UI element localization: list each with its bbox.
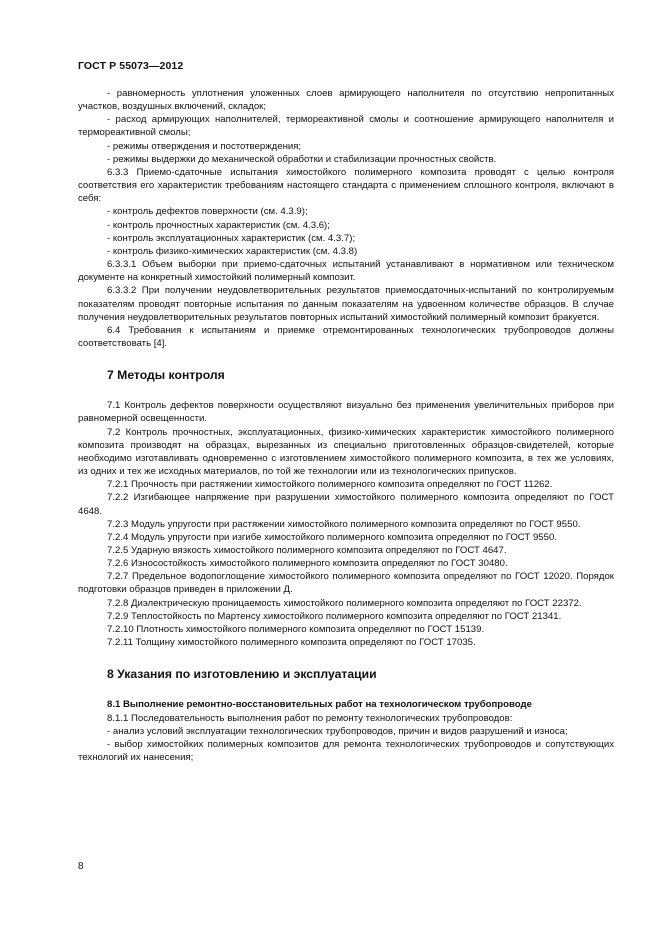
paragraph: 7.2.6 Износостойкость химостойкого полимерного композита определяют по ГОСТ 30480. [107, 558, 508, 570]
paragraph: 7.2.7 Предельное водопоглощение химостойкого полимерного композита определяют по ГОСТ 12020. Порядок подготовки образцов приведен в приложении Д. [78, 571, 614, 596]
paragraph: 8.1.1 Последовательность выполнения работ по ремонту технологических трубопроводов: [107, 712, 513, 724]
paragraph: 7.2.2 Изгибающее напряжение при разрушении химостойкого полимерного композита определяют по ГОСТ 4648. [78, 492, 614, 517]
page-number: 8 [78, 861, 84, 872]
document-header: ГОСТ Р 55073—2012 [78, 60, 184, 72]
paragraph: 6.3.3.1 Объем выборки при приемо-сдаточных испытаний устанавливают в нормативном или техническом документе на конкретный химостойкий полимерный композит. [78, 259, 614, 284]
paragraph: - расход армирующих наполнителей, термореактивной смолы и соотношение армирующего наполнителя и термореактивной смолы; [78, 114, 614, 139]
paragraph: 7.2.9 Теплостойкость по Мартенсу химостойкого полимерного композита определяют по ГОСТ 21341. [107, 610, 562, 622]
paragraph: 6.4 Требования к испытаниям и приемке отремонтированных технологических трубопроводов должны соответствовать [4]. [78, 324, 614, 349]
section-heading: 8 Указания по изготовлению и эксплуатации [107, 667, 377, 682]
paragraph: - контроль дефектов поверхности (см. 4.3.9); [107, 206, 308, 218]
paragraph: 7.2.3 Модуль упругости при растяжении химостойкого полимерного композита определяют по ГОСТ 9550. [107, 518, 581, 530]
paragraph: 7.2.4 Модуль упругости при изгибе химостойкого полимерного композита определяют по ГОСТ 9550. [107, 531, 557, 543]
subsection-heading: 8.1 Выполнение ремонтно-восстановительных работ на технологическом трубопроводе [107, 699, 532, 711]
paragraph: 6.3.3.2 При получении неудовлетворительных результатов приемосдаточных-испытаний по контролируемым показателям проводят повторные испытания по данным показателям на удвоенном количестве образцов. В случае получения неудовлетворительных результатов повторных испытаний химостойкий полимерный композит бракуется. [78, 285, 614, 323]
paragraph: 7.2.11 Толщину химостойкого полимерного композита определяют по ГОСТ 17035. [107, 637, 476, 649]
paragraph: 7.2.1 Прочность при растяжении химостойкого полимерного композита определяют по ГОСТ 11262. [107, 479, 553, 491]
paragraph: - выбор химостойких полимерных композитов для ремонта технологических трубопроводов и сопутствующих технологий их нанесения; [78, 738, 614, 764]
paragraph: 7.2 Контроль прочностных, эксплуатационных, физико-химических характеристик химостойкого полимерного композита производят на образцах, вырезанных из специально приготовленных образцов-свидетелей, которые необходимо изготавливать одновременно с изготовлением химостойкого полимерного композита, в тех же условиях, из одних и тех же исходных материалов, по той же технологии или из технологических припусков. [78, 426, 614, 478]
paragraph: 7.2.10 Плотность химостойкого полимерного композита определяют по ГОСТ 15139. [107, 623, 485, 635]
paragraph: 6.3.3 Приемо-сдаточные испытания химостойкого полимерного композита проводят с целью контроля соответствия его характеристик требованиям настоящего стандарта с применением сплошного контроля, включают в себя: [78, 166, 614, 205]
section-heading: 7 Методы контроля [107, 368, 225, 383]
paragraph: 7.2.8 Диэлектрическую проницаемость химостойкого полимерного композита определяют по ГОСТ 22372. [107, 597, 582, 609]
paragraph: - анализ условий эксплуатации технологических трубопроводов, причин и видов разрушений и износа; [107, 725, 568, 737]
document-body [78, 87, 614, 764]
paragraph: - режимы выдержки до механической обработки и стабилизации прочностных свойств. [107, 153, 497, 165]
paragraph: 7.1 Контроль дефектов поверхности осуществляют визуально без применения увеличительных приборов при равномерной освещенности. [78, 400, 614, 425]
paragraph: 7.2.5 Ударную вязкость химостойкого полимерного композита определяют по ГОСТ 4647. [107, 545, 507, 556]
paragraph: - контроль физико-химических характеристик (см. 4.3.8) [107, 245, 358, 257]
paragraph: - равномерность уплотнения уложенных слоев армирующего наполнителя по отсутствию непропитанных участков, воздушных включений, складок; [78, 88, 614, 113]
paragraph: - режимы отверждения и постотверждения; [107, 140, 302, 152]
paragraph: - контроль прочностных характеристик (см. 4.3.6); [107, 219, 330, 231]
paragraph: - контроль эксплуатационных характеристик (см. 4.3.7); [107, 232, 356, 244]
